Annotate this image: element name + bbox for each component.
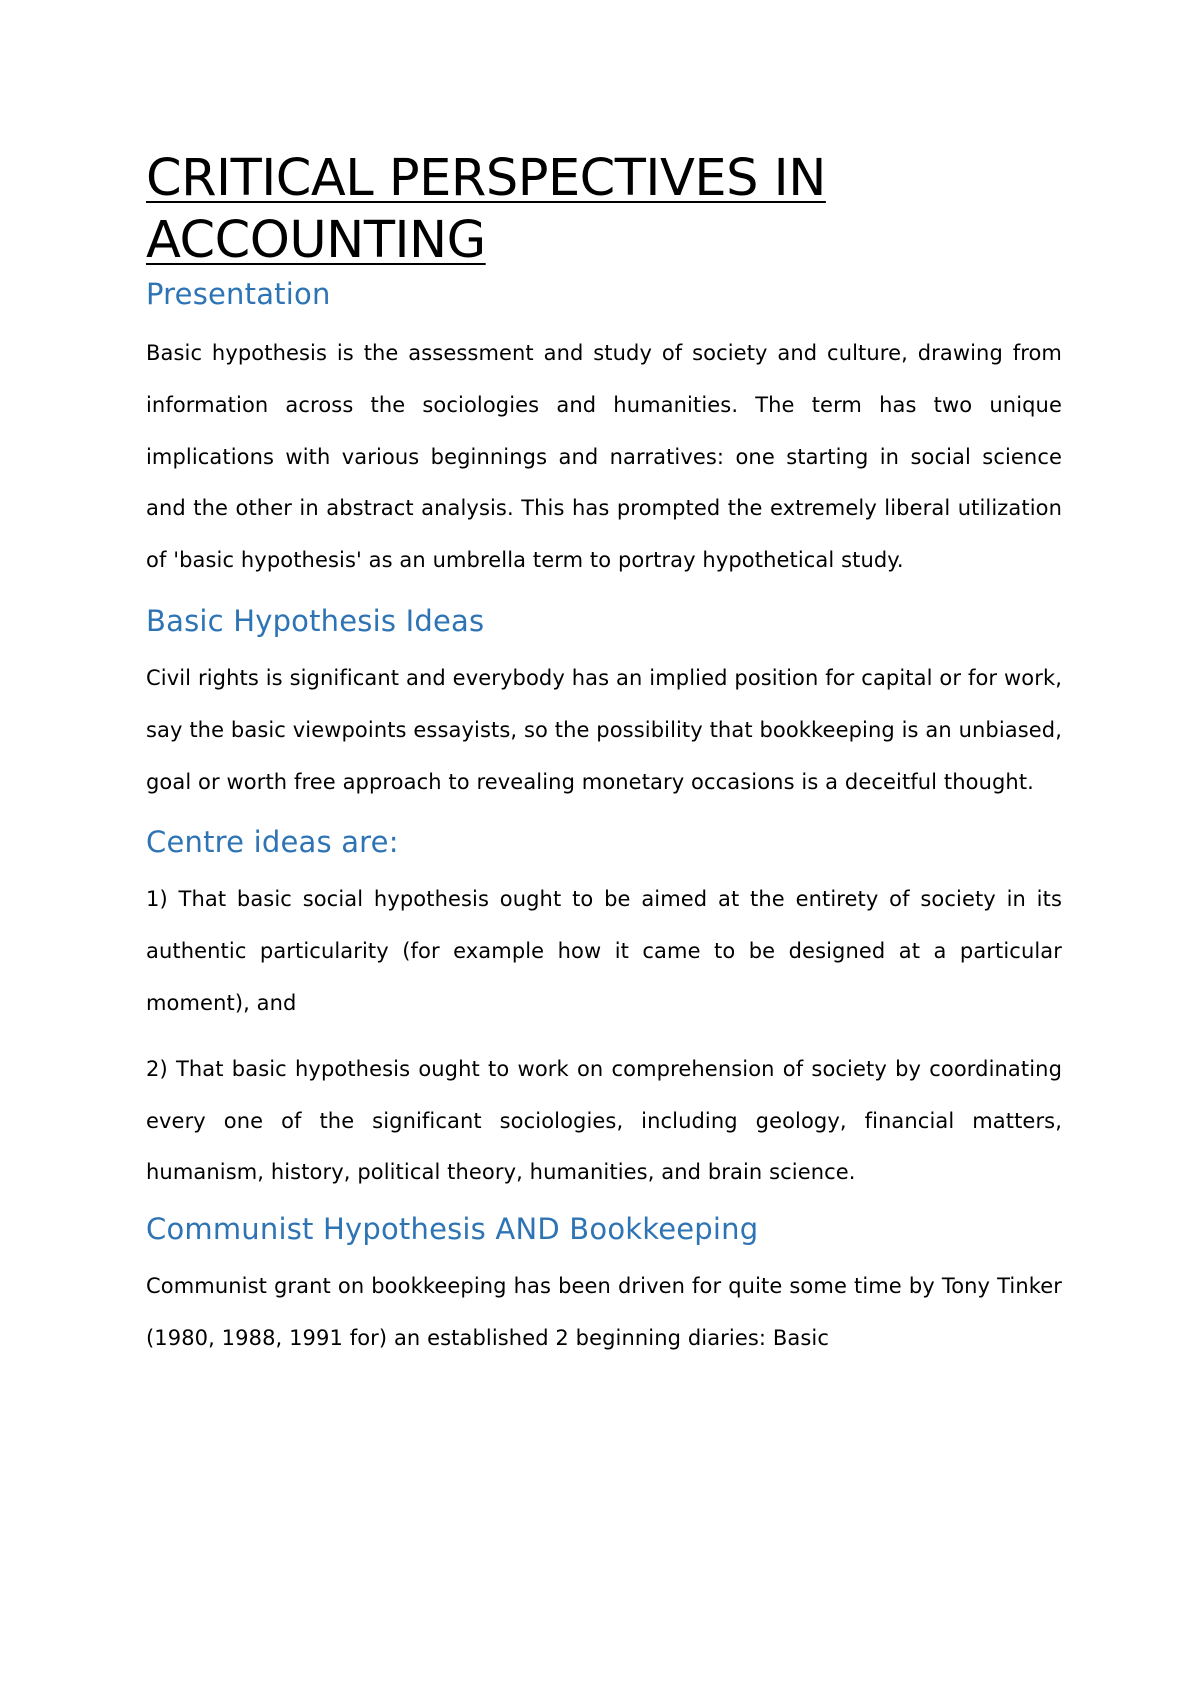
list-item-centre-idea-2: 2) That basic hypothesis ought to work on comprehension of society by coordinating every one of the significant sociologies, including geology, financial matters, humanism, history, political theory, humanities, and brain science. [146,1056,1062,1185]
document-title [146,148,1062,272]
paragraph-presentation: Basic hypothesis is the assessment and study of society and culture, drawing from information across the sociologies and humanities. The term has two unique implications with various beginnings and narratives: one starting in social science and the other in abstract analysis. This has prompted the extremely liberal utilization of 'basic hypothesis' as an umbrella term to portray hypothetical study. [146,341,1062,573]
paragraph-communist-hypothesis: Communist grant on bookkeeping has been driven for quite some time by Tony Tinker (1980, 1988, 1991 for) an established 2 beginning diaries: Basic [146,1274,1062,1350]
paragraph-basic-hypothesis-ideas: Civil rights is significant and everybody has an implied position for capital or for work, say the basic viewpoints essayists, so the possibility that bookkeeping is an unbiased, goal or worth free approach to revealing monetary occasions is a deceitful thought. [146,665,1062,794]
heading-presentation: Presentation [146,277,331,311]
heading-centre-ideas: Centre ideas are: [146,825,399,860]
heading-communist-hypothesis: Communist Hypothesis AND Bookkeeping [146,1212,759,1247]
title-line-2: ACCOUNTING [146,211,486,270]
document-page [146,148,1062,1365]
list-item-centre-idea-1: 1) That basic social hypothesis ought to be aimed at the entirety of society in its authentic particularity (for example how it came to be designed at a particular moment), and [146,887,1062,1015]
heading-basic-hypothesis-ideas: Basic Hypothesis Ideas [146,603,485,638]
title-line-1: CRITICAL PERSPECTIVES IN [146,149,826,208]
